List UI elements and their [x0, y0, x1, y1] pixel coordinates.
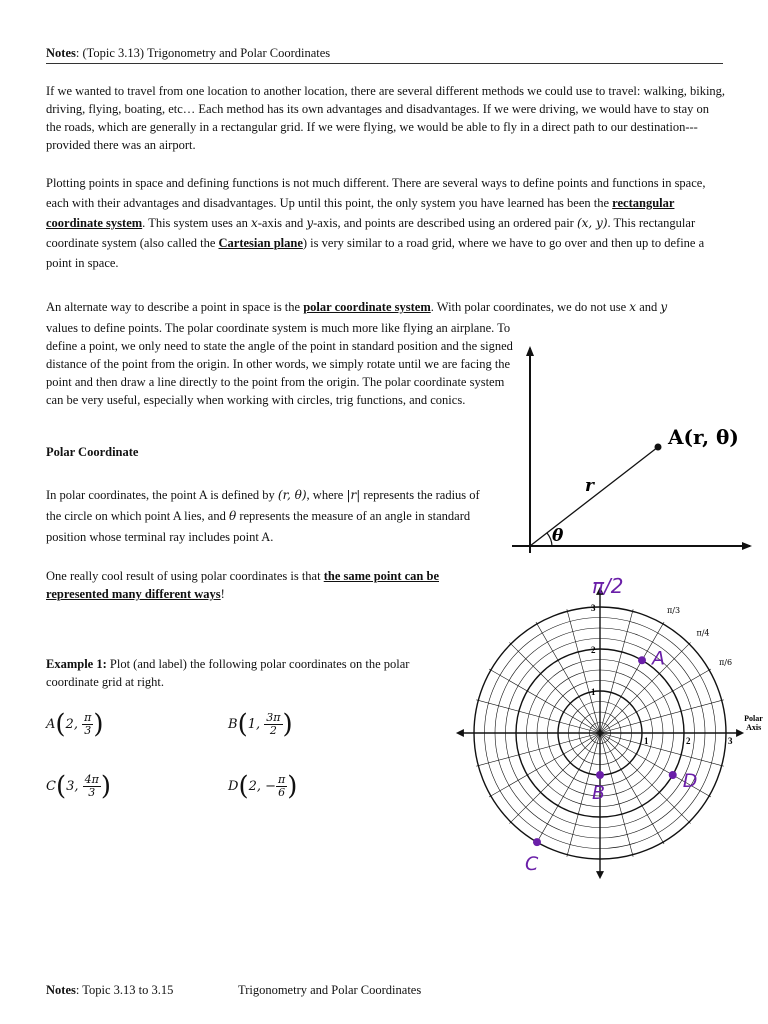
example-title: Example 1: — [46, 657, 107, 671]
point-b-den: 2 — [269, 724, 277, 737]
radius-label-horizontal: 2 — [686, 736, 691, 746]
p2-text-c: , and points are described using an ordered pair — [337, 216, 577, 230]
polar-def-d: represents the measure of an angle in standard position whose terminal ray includes point A. — [46, 509, 471, 544]
plotted-point-d — [669, 771, 677, 779]
polar-def-a: In polar coordinates, the point A is defined by — [46, 488, 278, 502]
angle-label-pi6: π/6 — [719, 657, 733, 667]
p2-text-e: ) is very similar to a road grid, where we have to go over and then up to define a point in space. — [46, 236, 705, 270]
p3-text-b: . With polar coordinates, we do not use — [430, 300, 630, 314]
point-a-name: A — [46, 717, 56, 732]
angle-label-pi3: π/3 — [667, 605, 681, 615]
vertical-axis-arrow-bottom — [596, 871, 604, 879]
p3-x-variable: x — [629, 300, 637, 314]
polar-system-term: polar coordinate system — [303, 300, 431, 314]
page-header — [46, 44, 723, 62]
y-variable: y — [306, 216, 314, 230]
point-a-dot — [655, 444, 662, 451]
handwritten-pi-over-2: π/2 — [592, 573, 624, 598]
point-c-r: 3 — [66, 779, 75, 794]
p2-text-a: Plotting points in space and defining functions is not much different. There are several ways to define points and functions in space, each with their advantages and disadvantages. Up until this point, the only system you have learned has been the — [46, 176, 706, 210]
angle-spoke — [600, 642, 691, 733]
radius-label-horizontal: 1 — [644, 736, 649, 746]
cool-text-b: ! — [220, 587, 225, 601]
point-d-sign: − — [265, 779, 277, 794]
polar-axis-label-2: Axis — [746, 723, 762, 732]
point-d-r: 2 — [248, 779, 257, 794]
point-a-label: A(r, θ) — [668, 425, 739, 449]
radius-label-vertical: 3 — [591, 603, 596, 613]
intro-paragraph-1: If we wanted to travel from one location to another location, there are several different methods we could use to travel: walking, biking, driving, flying, boating, etc… Each method has its own advantages and disadvantages. If we were driving, we would have to stay on the roads, which are generally in a rectangular grid. If we were flying, we would be able to fly in a direct path to our destination---provided there was an airport. — [46, 84, 726, 152]
rectangular-system-term: rectangular coordinate system — [46, 196, 675, 230]
plotted-point-a — [638, 656, 646, 664]
point-c-name: C — [46, 779, 56, 794]
terminal-ray — [530, 447, 658, 546]
p3-text-d: values to define points. The polar coordinate system is much more like flying an airplane. To define a point, we only need to state the angle of the point in standard position and the signed distance of the point from the origin. In other words, we simply rotate until we are facing the point and then draw a line directly to the point from the origin. The polar coordinate system can be very useful, especially when working with circles, trig functions, and conics. — [46, 321, 513, 407]
cartesian-plane-term: Cartesian plane — [218, 236, 303, 250]
point-c-num: 4π — [84, 773, 99, 786]
point-a-r: 2 — [65, 717, 74, 732]
angle-spoke — [509, 733, 600, 824]
p2-text-b: . This system uses an — [142, 216, 251, 230]
cool-text-a: One really cool result of using polar coordinates is that — [46, 569, 324, 583]
polar-grid — [450, 558, 768, 888]
handwritten-label-b: B — [592, 782, 606, 804]
angle-spoke — [509, 642, 600, 733]
polar-point-diagram — [500, 343, 760, 563]
x-axis-text: -axis and — [257, 216, 307, 230]
point-c-expression: C(3, $\frac{4\pi}{3}$ ) — [46, 771, 112, 802]
abs-r: |r| — [346, 488, 361, 502]
theta-label: θ — [552, 526, 564, 546]
diagram-y-arrow — [526, 346, 534, 356]
polar-heading: Polar Coordinate — [46, 445, 139, 459]
point-d-expression: D(2, − $\frac{\pi}{6}$ ) — [228, 771, 298, 802]
radius-label-horizontal: 3 — [728, 736, 733, 746]
point-a-num: π — [84, 711, 92, 724]
x-variable: x — [250, 216, 258, 230]
footer-title: Trigonometry and Polar Coordinates — [238, 983, 422, 997]
example-1 — [46, 655, 436, 691]
footer-left — [46, 981, 173, 999]
header-title: : (Topic 3.13) Trigonometry and Polar Coordinates — [75, 46, 331, 60]
polar-axis-arrow-left — [456, 729, 464, 737]
plotted-point-b — [596, 771, 604, 779]
header-label: Notes — [46, 46, 76, 60]
p3-text-a: An alternate way to describe a point in space is the — [46, 300, 304, 314]
point-c-den: 3 — [88, 786, 96, 799]
handwritten-label-a: A — [652, 647, 665, 670]
footer-topic: : Topic 3.13 to 3.15 — [75, 983, 174, 997]
cool-result-paragraph — [46, 567, 446, 603]
point-a-den: 3 — [84, 724, 92, 737]
p3-text-c: and — [636, 300, 661, 314]
polar-def-c: represents the radius of the circle on which point A lies, and — [46, 488, 480, 523]
cool-bold-text: the same point can be represented many different ways — [46, 569, 439, 601]
handwritten-label-d: D — [682, 770, 698, 792]
point-d-num: π — [278, 773, 286, 786]
point-a-expression: A(2, $\frac{\pi}{3}$ ) — [46, 709, 104, 740]
p2-text-d: . This rectangular coordinate system (also called the — [46, 216, 696, 250]
theta-variable: θ — [228, 509, 237, 523]
angle-spoke — [600, 733, 691, 824]
ordered-pair: (x, y) — [576, 216, 608, 230]
point-d-den: 6 — [278, 786, 286, 799]
y-axis-text: -axis — [313, 216, 338, 230]
polar-pair: (r, θ) — [277, 488, 307, 502]
point-d-name: D — [228, 779, 239, 794]
polar-axis-label: Polar — [744, 714, 763, 723]
header-rule — [46, 63, 723, 64]
p3-y-variable: y — [660, 300, 668, 314]
point-b-name: B — [228, 717, 238, 732]
polar-def-b: , where — [306, 488, 347, 502]
intro-paragraph-3a — [46, 298, 718, 316]
r-label: r — [585, 476, 594, 496]
diagram-x-arrow — [742, 542, 752, 550]
angle-label-pi4: π/4 — [696, 628, 710, 638]
point-b-num: 3π — [266, 711, 281, 724]
radius-label-vertical: 1 — [591, 687, 596, 697]
handwritten-label-c: C — [525, 853, 539, 876]
plotted-point-c — [533, 838, 541, 846]
polar-definition — [46, 485, 486, 548]
intro-paragraph-2 — [46, 173, 726, 273]
polar-axis-arrow — [736, 729, 744, 737]
radius-label-vertical: 2 — [591, 645, 596, 655]
footer-label: Notes — [46, 983, 76, 997]
point-b-expression: B(1, $\frac{3\pi}{2}$ ) — [228, 709, 293, 740]
point-b-r: 1 — [247, 717, 256, 732]
example-text: Plot (and label) the following polar coordinates on the polar coordinate grid at right. — [46, 657, 410, 689]
